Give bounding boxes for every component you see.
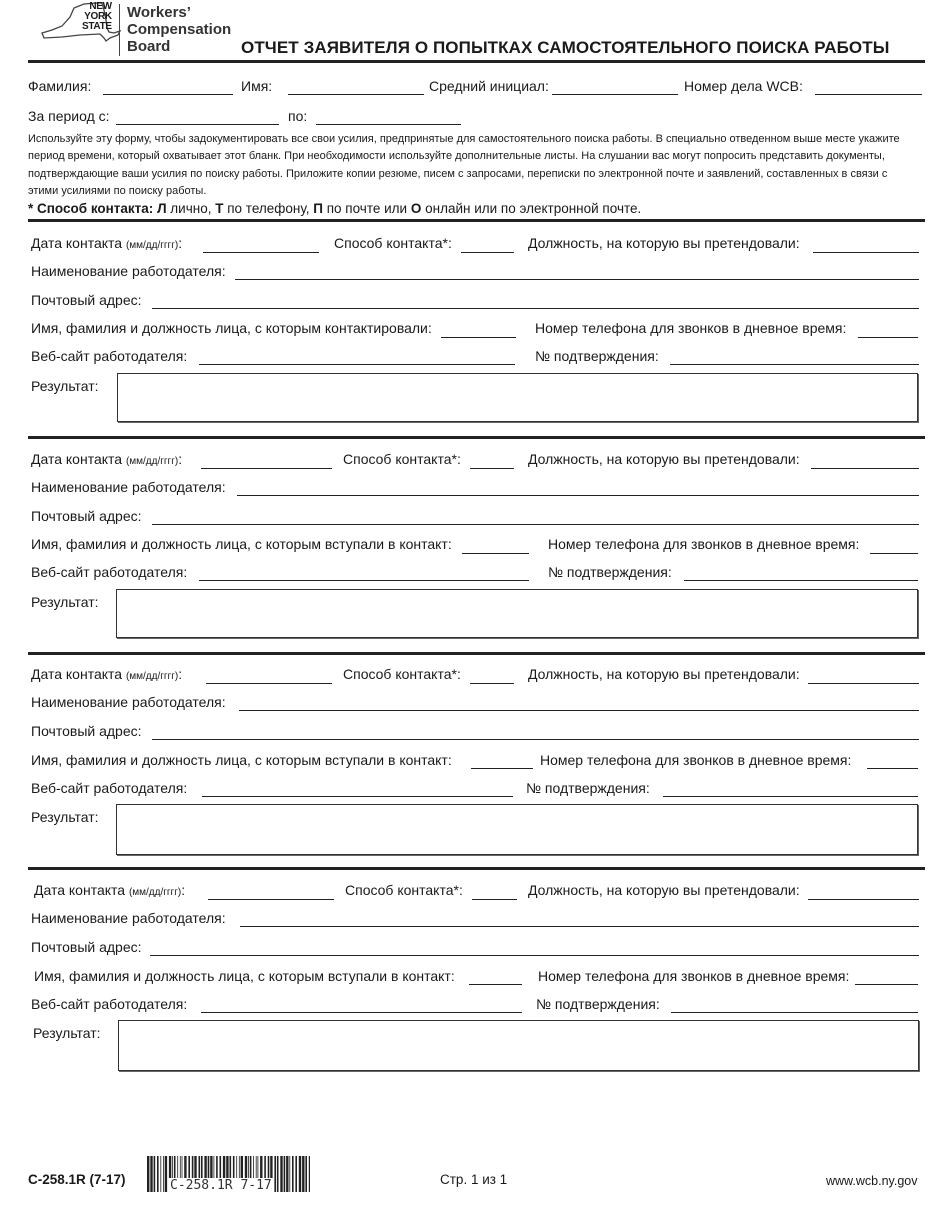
barcode-bar	[274, 1156, 276, 1192]
result-label: Результат:	[31, 378, 99, 394]
legend-text-o: онлайн или по электронной почте.	[421, 201, 642, 216]
logo-state-line: YORK	[84, 11, 112, 22]
contact-date-label: Дата контакта (мм/дд/гггг):	[31, 235, 183, 251]
barcode-text: C-258.1R 7-17	[170, 1178, 272, 1193]
legend-code-t: Т	[215, 201, 224, 216]
result-label: Результат:	[31, 809, 99, 825]
contact-date-field[interactable]	[208, 899, 334, 900]
case-number-field[interactable]	[815, 94, 922, 95]
legend-code-o: О	[410, 201, 422, 216]
contact-method-field[interactable]	[470, 683, 514, 684]
daytime-phone-label: Номер телефона для звонков в дневное время:	[538, 968, 850, 984]
first-name-label: Имя:	[241, 78, 273, 94]
contact-method-label: Способ контакта*:	[334, 235, 452, 251]
barcode-bar	[305, 1156, 307, 1192]
barcode-bar	[165, 1156, 167, 1192]
contact-method-label: Способ контакта*:	[345, 882, 463, 898]
position-label: Должность, на которую вы претендовали:	[528, 666, 800, 682]
confirmation-number-field[interactable]	[670, 364, 919, 365]
page-number: Стр. 1 из 1	[440, 1172, 508, 1187]
barcode-bar	[280, 1156, 282, 1192]
employer-website-field[interactable]	[199, 580, 529, 581]
contact-person-label: Имя, фамилия и должность лица, с которым вступали в контакт:	[34, 968, 455, 984]
contact-person-label: Имя, фамилия и должность лица, с которым вступали в контакт:	[31, 752, 452, 768]
confirmation-number-field[interactable]	[671, 1012, 918, 1013]
employer-website-field[interactable]	[201, 1012, 522, 1013]
position-field[interactable]	[808, 683, 919, 684]
barcode-bar	[302, 1156, 304, 1192]
middle-initial-field[interactable]	[552, 94, 678, 95]
period-to-label: по:	[288, 108, 308, 124]
daytime-phone-field[interactable]	[870, 553, 918, 554]
barcode-bar	[299, 1156, 301, 1192]
logo-divider	[119, 4, 120, 56]
contact-date-format: (мм/дд/гггг)	[125, 671, 179, 682]
employer-website-label: Веб-сайт работодателя:	[31, 564, 188, 580]
daytime-phone-label: Номер телефона для звонков в дневное время:	[540, 752, 852, 768]
contact-method-field[interactable]	[472, 899, 517, 900]
contact-date-label: Дата контакта (мм/дд/гггг):	[34, 882, 186, 898]
position-field[interactable]	[813, 252, 919, 253]
barcode-bar	[157, 1156, 159, 1192]
mailing-address-field[interactable]	[150, 955, 919, 956]
contact-date-text: Дата контакта	[31, 666, 123, 682]
contact-date-format: (мм/дд/гггг)	[125, 240, 179, 251]
position-label: Должность, на которую вы претендовали:	[528, 451, 800, 467]
daytime-phone-label: Номер телефона для звонков в дневное время:	[535, 320, 847, 336]
contact-date-field[interactable]	[206, 683, 332, 684]
employer-name-field[interactable]	[240, 926, 919, 927]
confirmation-number-field[interactable]	[663, 796, 918, 797]
logo-state-name	[82, 2, 112, 32]
contact-method-label: Способ контакта*:	[343, 666, 461, 682]
position-label: Должность, на которую вы претендовали:	[528, 882, 800, 898]
mailing-address-label: Почтовый адрес:	[31, 292, 142, 308]
barcode-bar	[295, 1156, 297, 1192]
employer-name-field[interactable]	[239, 710, 919, 711]
contact-date-label: Дата контакта (мм/дд/гггг):	[31, 451, 183, 467]
section-divider	[28, 652, 925, 655]
employer-website-label: Веб-сайт работодателя:	[31, 780, 188, 796]
confirmation-number-label: № подтверждения:	[548, 564, 672, 580]
logo-state-line: NEW	[89, 1, 112, 12]
last-name-label: Фамилия:	[28, 78, 92, 94]
barcode-bar	[292, 1156, 294, 1192]
section-divider	[28, 436, 925, 439]
mailing-address-label: Почтовый адрес:	[31, 723, 142, 739]
period-from-label: За период с:	[28, 108, 110, 124]
confirmation-number-label: № подтверждения:	[535, 348, 659, 364]
contact-date-format: (мм/дд/гггг)	[125, 456, 179, 467]
barcode-bar	[309, 1156, 310, 1192]
mailing-address-label: Почтовый адрес:	[31, 508, 142, 524]
barcode-bar	[160, 1156, 161, 1192]
contact-person-label: Имя, фамилия и должность лица, с которым контактировали:	[31, 320, 432, 336]
employer-name-label: Наименование работодателя:	[31, 910, 226, 926]
position-label: Должность, на которую вы претендовали:	[528, 235, 800, 251]
contact-date-format: (мм/дд/гггг)	[128, 887, 182, 898]
employer-website-label: Веб-сайт работодателя:	[31, 348, 188, 364]
employer-name-field[interactable]	[237, 495, 919, 496]
daytime-phone-field[interactable]	[855, 984, 918, 985]
contact-date-label: Дата контакта (мм/дд/гггг):	[31, 666, 183, 682]
middle-initial-label: Средний инициал:	[429, 78, 549, 94]
employer-name-label: Наименование работодателя:	[31, 694, 226, 710]
barcode-bar	[150, 1156, 152, 1192]
legend-text-p: по почте или	[322, 201, 411, 216]
daytime-phone-field[interactable]	[867, 768, 918, 769]
contact-method-legend	[28, 201, 641, 216]
legend-prefix: * Способ контакта:	[28, 201, 154, 216]
header-divider	[28, 60, 925, 63]
confirmation-number-label: № подтверждения:	[536, 996, 660, 1012]
logo-state-line: STATE	[82, 21, 112, 32]
mailing-address-label: Почтовый адрес:	[31, 939, 142, 955]
position-field[interactable]	[808, 899, 919, 900]
confirmation-number-field[interactable]	[684, 580, 918, 581]
case-number-label: Номер дела WCB:	[684, 78, 803, 94]
legend-code-l: Л	[157, 201, 167, 216]
mailing-address-field[interactable]	[152, 308, 919, 309]
contact-person-field[interactable]	[469, 984, 522, 985]
period-to-field[interactable]	[316, 124, 461, 125]
contact-method-label: Способ контакта*:	[343, 451, 461, 467]
result-label: Результат:	[31, 594, 99, 610]
contact-date-text: Дата контакта	[31, 451, 123, 467]
instructions-text: Используйте эту форму, чтобы задокументировать все свои усилия, предпринятые для самостоятельного поиска работы. В специально отведенном выше месте укажите период времени, который охватывает этот бланк. При необходимости используйте дополнительные листы. На слушании вас могут попросить представить документы, подтверждающие ваши усилия по поиску работы. Приложите копии резюме, писем с запросами, переписки по электронной почте и заявлений, составленных в связи с этими усилиями по поиску работы.	[28, 133, 900, 197]
mailing-address-field[interactable]	[152, 739, 919, 740]
contact-date-text: Дата контакта	[31, 235, 123, 251]
contact-date-text: Дата контакта	[34, 882, 126, 898]
result-textarea[interactable]	[116, 804, 918, 855]
contact-person-label: Имя, фамилия и должность лица, с которым вступали в контакт:	[31, 536, 452, 552]
legend-code-p: П	[313, 201, 323, 216]
footer-website: www.wcb.ny.gov	[826, 1174, 918, 1188]
contact-method-field[interactable]	[461, 252, 514, 253]
logo-org-line: Compensation	[127, 21, 232, 38]
legend-text-l: лично,	[166, 201, 216, 216]
contact-method-field[interactable]	[470, 468, 514, 469]
last-name-field[interactable]	[103, 94, 233, 95]
contact-person-field[interactable]	[462, 553, 529, 554]
contact-person-field[interactable]	[441, 337, 516, 338]
result-textarea[interactable]	[116, 589, 918, 638]
employer-website-field[interactable]	[202, 796, 513, 797]
result-textarea[interactable]	[117, 373, 918, 422]
barcode-bar	[147, 1156, 149, 1192]
barcode-bar	[289, 1156, 290, 1192]
barcode-bar	[154, 1156, 156, 1192]
section-divider	[28, 219, 925, 222]
logo-org-name	[127, 4, 231, 55]
barcode-bar	[286, 1156, 288, 1192]
result-label: Результат:	[33, 1025, 101, 1041]
section-divider	[28, 867, 925, 870]
daytime-phone-field[interactable]	[858, 337, 918, 338]
page-title: ОТЧЕТ ЗАЯВИТЕЛЯ О ПОПЫТКАХ САМОСТОЯТЕЛЬНОГО ПОИСКА РАБОТЫ	[241, 38, 890, 57]
mailing-address-field[interactable]	[152, 524, 919, 525]
contact-date-field[interactable]	[201, 468, 332, 469]
barcode-bar	[163, 1156, 164, 1192]
barcode-bar	[277, 1156, 279, 1192]
logo-org-line: Board	[127, 38, 171, 55]
form-code: C-258.1R (7-17)	[28, 1172, 126, 1187]
position-field[interactable]	[811, 468, 919, 469]
confirmation-number-label: № подтверждения:	[526, 780, 650, 796]
employer-website-field[interactable]	[199, 364, 515, 365]
employer-name-label: Наименование работодателя:	[31, 479, 226, 495]
legend-text-t: по телефону,	[223, 201, 314, 216]
result-textarea[interactable]	[118, 1020, 919, 1071]
daytime-phone-label: Номер телефона для звонков в дневное время:	[548, 536, 860, 552]
contact-person-field[interactable]	[471, 768, 533, 769]
employer-name-label: Наименование работодателя:	[31, 263, 226, 279]
barcode-bar	[284, 1156, 286, 1192]
employer-website-label: Веб-сайт работодателя:	[31, 996, 188, 1012]
employer-name-field[interactable]	[235, 279, 919, 280]
period-from-field[interactable]	[116, 124, 279, 125]
contact-date-field[interactable]	[203, 252, 319, 253]
first-name-field[interactable]	[288, 94, 424, 95]
logo-org-line: Workers’	[127, 4, 191, 21]
